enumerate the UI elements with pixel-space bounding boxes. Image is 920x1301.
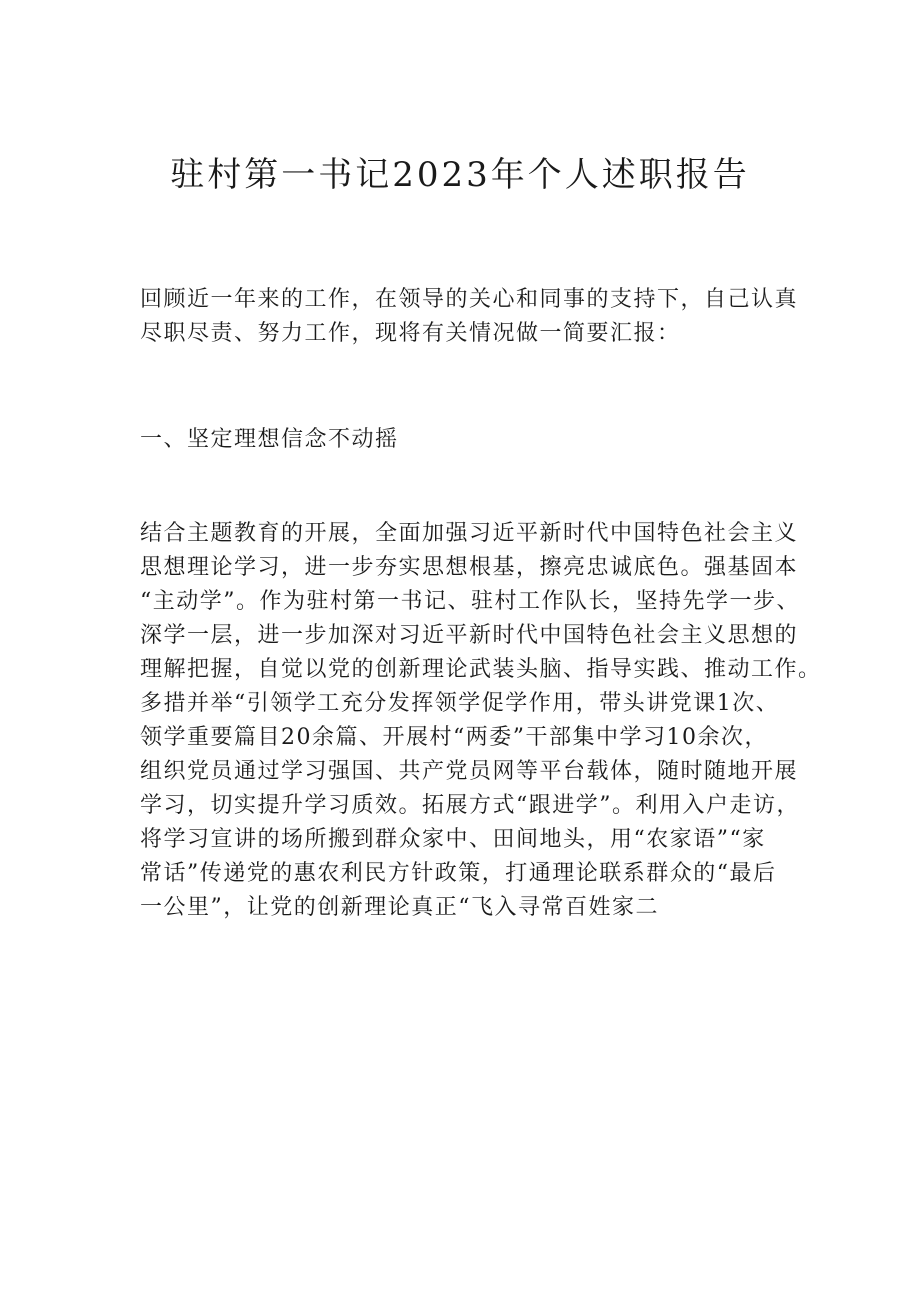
body-line: 将学习宣讲的场所搬到群众家中、田间地头，用“农家语”“家: [140, 827, 766, 852]
section-heading-text: 一、坚定理想信念不动摇: [140, 427, 399, 452]
body-line: 多措并举“引领学工充分发挥领学促学作用，带头讲党课1次、: [140, 691, 780, 716]
body-line: 常话”传递党的惠农利民方针政策，打通理论联系群众的“最后: [140, 861, 777, 886]
body-line: 领学重要篇目20余篇、开展村“两委”干部集中学习10余次，: [140, 725, 768, 750]
body-line: 组织党员通过学习强国、共产党员网等平台载体，随时随地开展: [140, 759, 799, 784]
body-line: 理解把握，自觉以党的创新理论武装头脑、指导实践、推动工作。: [140, 657, 822, 682]
body-line: 深学一层，进一步加深对习近平新时代中国特色社会主义思想的: [140, 623, 799, 648]
body-line: 结合主题教育的开展，全面加强习近平新时代中国特色社会主义: [140, 521, 799, 546]
section-body-paragraph: [140, 517, 822, 925]
body-line: “主动学”。作为驻村第一书记、驻村工作队长，坚持先学一步、: [140, 589, 800, 614]
intro-line: 尽职尽责、努力工作，现将有关情况做一简要汇报：: [140, 321, 681, 346]
body-line: 一公里”，让党的创新理论真正“飞入寻常百姓家二: [140, 895, 659, 920]
section-heading: [140, 423, 399, 457]
document-title: 驻村第一书记2023年个人述职报告: [170, 155, 750, 195]
body-line: 思想理论学习，进一步夯实思想根基，擦亮忠诚底色。强基固本: [140, 555, 799, 580]
intro-paragraph: [140, 283, 798, 351]
intro-line: 回顾近一年来的工作，在领导的关心和同事的支持下，自己认真: [140, 287, 799, 312]
body-line: 学习，切实提升学习质效。拓展方式“跟进学”。利用入户走访，: [140, 793, 800, 818]
